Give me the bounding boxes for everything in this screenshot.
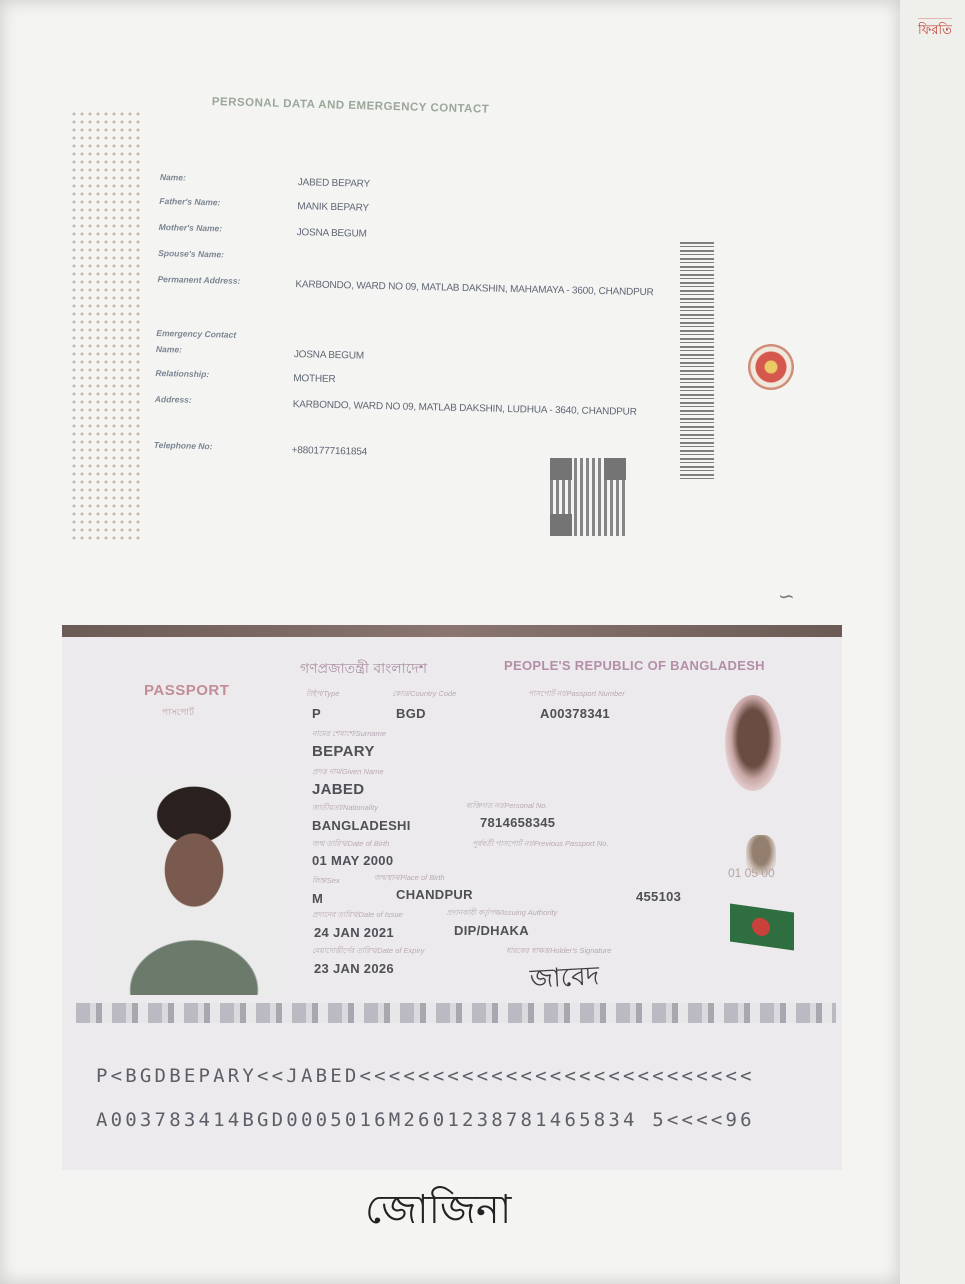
passport-word-bn: পাসপোর্ট	[162, 708, 194, 718]
ghost-date: 01 05 00	[728, 866, 775, 880]
date-of-birth: 01 MAY 2000	[312, 853, 394, 868]
personal-number: 7814658345	[480, 815, 556, 830]
given-name: JABED	[312, 781, 365, 798]
date-of-expiry: 23 JAN 2026	[314, 961, 394, 976]
personal-data-block: Name: JABED BEPARY Father's Name: MANIK BEPARY Mother's Name: JOSNA BEGUM Spouse's Name: Permanent Address: KARBONDO, WARD NO 09, MATLAB DAKSHIN, MAHAMAYA - 3600, CHANDPUR Emergency Contact Name: JOSNA BEGUM Relationship: MOTHER Address: KARBONDO, WARD NO 09, MATLAB DAKSHIN, LUDHUA - 3640, CHANDPUR Telephone No: +8801777161854	[153, 172, 654, 458]
country-name-bn: গণপ্রজাতন্ত্রী বাংলাদেশ	[300, 661, 427, 677]
corner-tag: ফিরতি	[918, 18, 952, 42]
mrz-line-1: P<BGDBEPARY<<JABED<<<<<<<<<<<<<<<<<<<<<<<<<<<	[96, 1065, 755, 1087]
sex: M	[312, 891, 324, 906]
caption-given-name: প্রদত্ত নাম/Given Name	[312, 767, 384, 776]
bangladesh-flag-icon	[730, 904, 794, 951]
flag-disc	[752, 917, 770, 938]
caption-signature: ধারকের স্বাক্ষর/Holder's Signature	[506, 946, 612, 955]
holder-signature: জাবেদ	[529, 961, 601, 995]
passport-bio-page	[62, 625, 842, 1170]
government-seal-icon	[748, 344, 794, 390]
small-mark: ∽	[778, 586, 795, 608]
caption-passport-no: পাসপোর্ট নং/Passport Number	[528, 689, 625, 698]
qr-code	[550, 458, 626, 536]
issuing-authority: DIP/DHAKA	[454, 923, 529, 938]
caption-prev-passport: পূর্ববর্তী পাসপোর্ট নং/Previous Passport No.	[472, 839, 609, 848]
page-edge-band	[62, 625, 842, 637]
handwritten-note: জোজিনা	[365, 1187, 512, 1233]
nationality: BANGLADESHI	[312, 818, 411, 833]
adjacent-sheet	[900, 0, 965, 1284]
caption-surname: নামের শেষাংশ/Surname	[312, 729, 387, 738]
mrz-line-2: A003783414BGD0005016M2601238781465834 5<<<<96	[96, 1109, 755, 1131]
country-code: BGD	[396, 706, 426, 721]
caption-doe: মেয়াদোত্তীর্ণের তারিখ/Date of Expiry	[312, 946, 425, 955]
caption-authority: প্রদানকারী কর্তৃপক্ষ/Issuing Authority	[446, 908, 558, 917]
caption-type: টাইপ/Type	[306, 689, 340, 698]
date-of-issue: 24 JAN 2021	[314, 925, 394, 940]
caption-country-code: কোড/Country Code	[392, 689, 457, 698]
barcode	[680, 242, 714, 480]
surname: BEPARY	[312, 743, 375, 760]
country-name-en: PEOPLE'S REPUBLIC OF BANGLADESH	[504, 658, 765, 673]
caption-sex: লিঙ্গ/Sex	[312, 876, 340, 885]
caption-doi: প্রদানের তারিখ/Date of Issue	[312, 910, 403, 919]
passport-type: P	[312, 706, 321, 721]
ghost-image	[725, 695, 781, 791]
security-stripe	[76, 1003, 836, 1023]
place-of-birth: CHANDPUR	[396, 887, 473, 902]
personal-data-title: PERSONAL DATA AND EMERGENCY CONTACT	[211, 96, 490, 116]
caption-pob: জন্মস্থান/Place of Birth	[374, 873, 445, 882]
caption-dob: জন্ম তারিখ/Date of Birth	[312, 839, 390, 848]
passport-number: A00378341	[540, 706, 610, 721]
holder-photo	[102, 775, 284, 995]
perforation-number	[70, 110, 140, 540]
caption-nationality: জাতীয়তা/Nationality	[312, 803, 378, 812]
caption-personal-no: ব্যক্তিগত নং/Personal No.	[466, 801, 548, 810]
passport-word: PASSPORT	[144, 682, 230, 699]
code-number: 455103	[636, 889, 682, 904]
